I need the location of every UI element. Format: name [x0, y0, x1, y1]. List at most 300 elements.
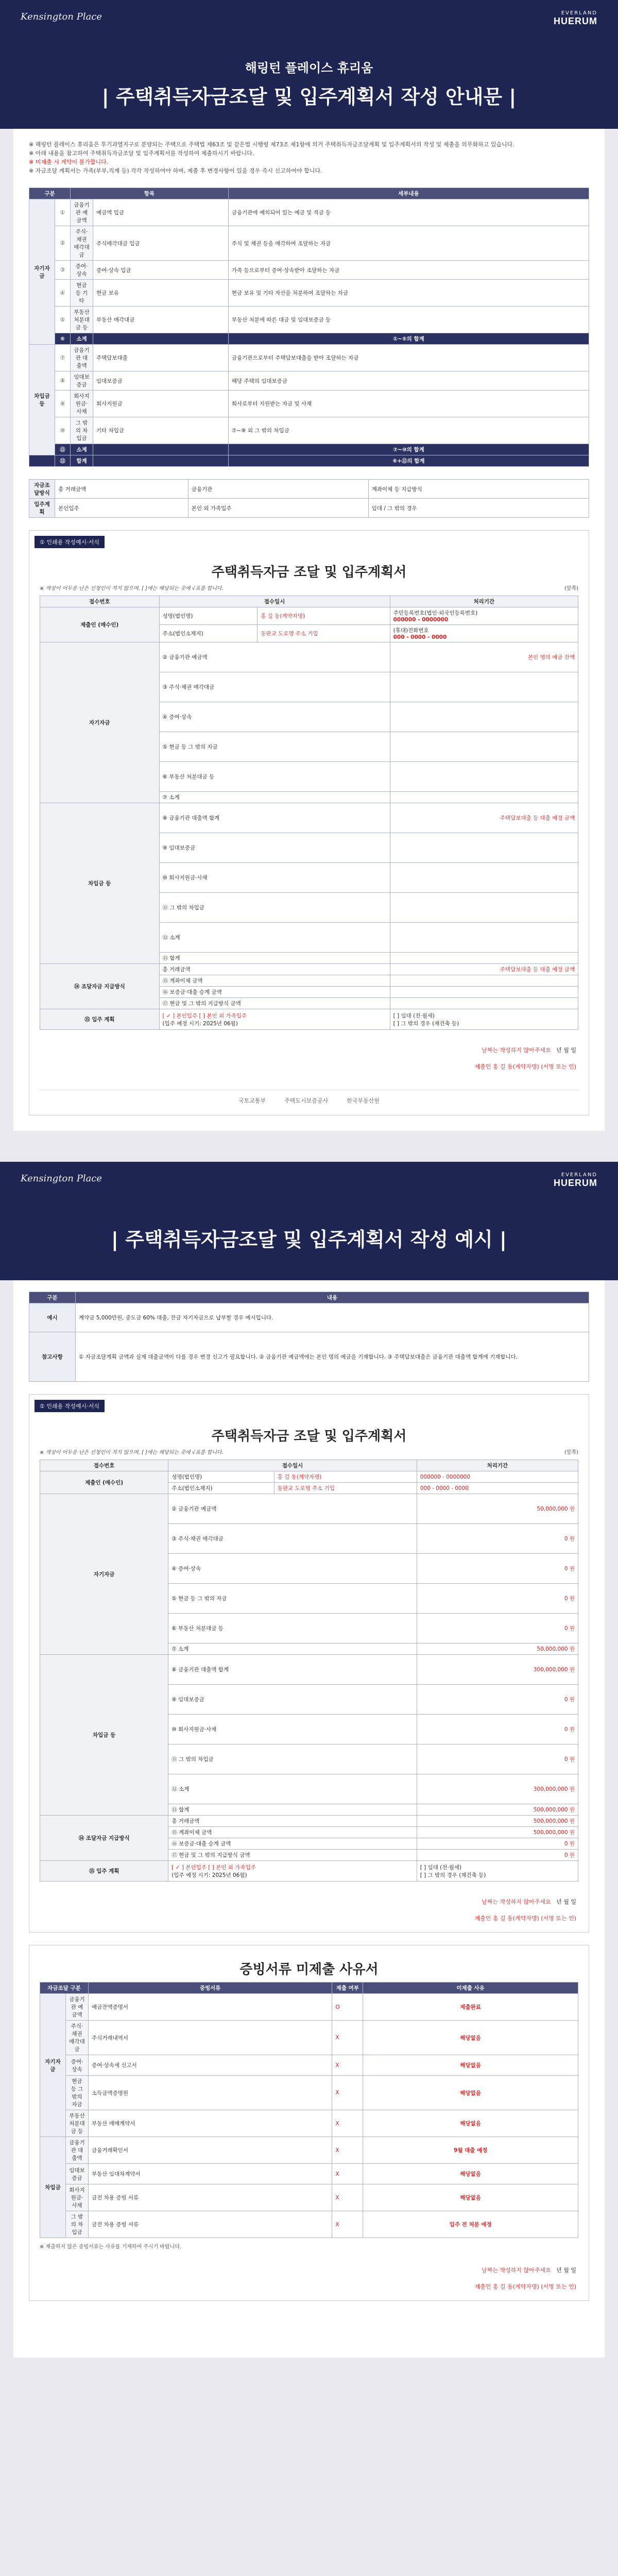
ev-doc: 예금잔액증명서 — [89, 1994, 332, 2021]
guide-cat: 차입금 등 — [29, 345, 55, 455]
fund-item-value[interactable]: 300,000,000 원 — [417, 1655, 578, 1685]
pay-succeed-label: ⑯ 보증금·대출 승계 금액 — [159, 987, 390, 998]
f2-name-value[interactable]: 홍 길 동(계약자명) — [274, 1471, 417, 1483]
ev-th-4: 미제출 사유 — [363, 1982, 578, 1994]
guide-method: 주식매각대금 입금 — [93, 226, 229, 261]
plan-cell: 본인입주 — [55, 499, 188, 518]
guide-method: 증여·상속 입금 — [93, 261, 229, 280]
ev-item: 금융기관 대출액 — [66, 2137, 89, 2164]
form-note-text: ※ 색상이 어두운 난은 신청인이 적지 않으며, [ ]에는 해당되는 곳에 √표를 합니다. — [40, 586, 224, 591]
ev-sign-area — [29, 2250, 589, 2300]
buyer-label: 제출인 (매수인) — [40, 607, 160, 642]
process-period: 처리기간 — [390, 596, 578, 607]
form-title: 주택취득자금 조달 및 입주계획서 — [211, 565, 407, 580]
ev-th-1: 자금조달 구분 — [40, 1982, 89, 1994]
ev-reason[interactable]: 해당없음 — [363, 2076, 578, 2110]
fund-item-label: ③ 주식·채권 매각대금 — [159, 672, 390, 702]
ev-sign-date[interactable]: 년 월 일 — [556, 2267, 576, 2274]
guide-method: 부동산 매각대금 — [93, 307, 229, 333]
move-label: ⑮ 입주 계획 — [40, 1009, 160, 1030]
fund-row — [40, 642, 578, 672]
receipt-date: 접수일시 — [159, 596, 390, 607]
f2-move-other[interactable] — [417, 1861, 578, 1882]
fund-row — [40, 1494, 578, 1524]
ev-doc: 금전 차용 증빙 서류 — [89, 2211, 332, 2238]
ev-reason[interactable]: 해당없음 — [363, 2164, 578, 2184]
ev-submitted[interactable]: X — [332, 2055, 363, 2076]
example-box — [29, 1292, 589, 1382]
notes — [29, 140, 589, 175]
phone-value[interactable]: 000 - 0000 - 0000 — [393, 634, 447, 640]
ev-item: 그 밖의 차입금 — [66, 2211, 89, 2238]
guide-detail: 가족 등으로부터 증여·상속받아 조달하는 자금 — [228, 261, 589, 280]
ev-doc: 증여·상속세 신고서 — [89, 2055, 332, 2076]
f2-sign-date[interactable]: 년 월 일 — [556, 1899, 576, 1905]
fund-item-label: ⑪ 그 밖의 차입금 — [168, 1744, 417, 1774]
footer-logo-3: 한국부동산원 — [347, 1097, 380, 1104]
note-2: ※ 아래 내용을 참고하여 주택취득자금조달 및 입주계획서를 작성하여 제출하시기 바랍니다. — [29, 150, 254, 157]
fund-item-label: ⑬ 합계 — [159, 953, 390, 964]
fund-item-label: ② 금융기관 예금액 — [168, 1494, 417, 1524]
ex-row1-label: 예시 — [29, 1303, 76, 1332]
guide-num: ⑨ — [55, 391, 71, 417]
guide-item: 부동산 처분대금 등 — [71, 307, 93, 333]
pay-transfer-label: ⑮ 계좌이체 금액 — [159, 975, 390, 987]
form2-title: 주택취득자금 조달 및 입주계획서 — [211, 1429, 407, 1444]
ev-item: 회사지원금·사채 — [66, 2184, 89, 2211]
guide-detail: ①~⑤의 합계 — [228, 333, 589, 345]
fund-item-value[interactable]: 주택담보대출 등 대출 예정 금액 — [390, 803, 578, 833]
evidence-row — [40, 2164, 578, 2184]
brand-small-2: EVERLAND — [561, 1172, 597, 1178]
ex-th-1: 구분 — [29, 1292, 76, 1303]
fund-item-value[interactable] — [390, 702, 578, 732]
ev-submitted[interactable]: X — [332, 2211, 363, 2238]
fund-item-label: ⑥ 부동산 처분대금 등 — [159, 762, 390, 792]
f2-move-label: ⑮ 입주 계획 — [40, 1861, 168, 1882]
fund-item-label: ⑨ 임대보증금 — [168, 1685, 417, 1715]
fund-item-value[interactable] — [390, 762, 578, 792]
fund-item-label: ⑦ 소계 — [168, 1643, 417, 1655]
fund-item-label: ⑫ 소계 — [168, 1774, 417, 1804]
fund-item-value[interactable] — [390, 863, 578, 893]
brand-big: HUERUM — [554, 16, 597, 26]
fund-item-value[interactable]: 50,000,000 원 — [417, 1494, 578, 1524]
brand-logo-right-2 — [554, 1172, 597, 1189]
evidence-row — [40, 2021, 578, 2055]
plan-table — [29, 479, 589, 518]
guide-row — [29, 261, 589, 280]
f2-name-label: 성명(법인명) — [168, 1471, 274, 1483]
ev-reason[interactable]: 9월 대출 예정 — [363, 2137, 578, 2164]
ev-sign-name[interactable]: 제출인 홍 길 동(계약자명) (서명 또는 인) — [474, 2283, 576, 2290]
pay-cash-label: ⑰ 현금 및 그 밖의 지급방식 금액 — [159, 998, 390, 1009]
ev-submitted[interactable]: X — [332, 2110, 363, 2137]
guide-total-cell: 합계 — [71, 455, 93, 467]
ex-row1-text: 계약금 5,000만원, 중도금 60% 대출, 잔금 자기자금으로 납부할 경우 예시입니다. — [76, 1303, 589, 1332]
fund-item-label: ④ 증여·상속 — [168, 1554, 417, 1584]
ex-th-2: 내용 — [76, 1292, 589, 1303]
guide-method: 기타 차입금 — [93, 417, 229, 444]
f2-cashpay-label: ⑰ 현금 및 그 밖의 지급방식 금액 — [168, 1850, 417, 1861]
guide-item: 금융기관 대출액 — [71, 345, 93, 371]
ev-item: 증여·상속 — [66, 2055, 89, 2076]
evidence-row — [40, 2110, 578, 2137]
guide-item: 소계 — [71, 444, 93, 455]
ev-doc: 부동산 매매계약서 — [89, 2110, 332, 2137]
f2-buyer-label: 제출인 (매수인) — [40, 1471, 168, 1494]
fund-item-value[interactable]: 0 원 — [417, 1744, 578, 1774]
note-1: ※ 해링턴 플레이스 휴리움은 투기과열지구로 분양되는 주택으로 주택법 제63조 및 같은법 시행령 제73조 제1항에 의거 주택취득자금조달계획 및 입주계획서의 작성 및 제출을 의무화하고 있습니다. — [29, 141, 514, 148]
fund-item-label: ⑦ 소계 — [159, 792, 390, 803]
brand-logo-left-2: Kensington Place — [21, 1173, 102, 1184]
ev-sign-hint: 날짜는 작성하지 않아주세요 — [482, 2267, 551, 2274]
ev-doc: 주식거래내역서 — [89, 2021, 332, 2055]
evidence-title: 증빙서류 미제출 사유서 — [239, 1962, 379, 1977]
fund-item-value[interactable]: 0 원 — [417, 1715, 578, 1744]
guide-num: ④ — [55, 280, 71, 307]
fund-item-value[interactable] — [390, 953, 578, 964]
move-options[interactable] — [159, 1009, 390, 1030]
guide-row — [29, 417, 589, 444]
ev-reason[interactable]: 해당없음 — [363, 2021, 578, 2055]
addr-value[interactable]: 동판교 도로명 주소 기입 — [258, 625, 390, 642]
guide-table — [29, 188, 589, 467]
form2-note — [29, 1448, 589, 1455]
evidence-note: ※ 제출하지 않은 증빙서류는 사유를 기재하여 주시기 바랍니다. — [40, 2244, 182, 2250]
fund-item-label: ⑩ 회사지원금·사채 — [168, 1715, 417, 1744]
f2-move-opt-2: (입주 예정 시기: 2025년 06월) — [171, 1872, 247, 1878]
ev-submitted[interactable]: X — [332, 2021, 363, 2055]
th-category: 구분 — [29, 188, 71, 199]
fund-item-value[interactable] — [390, 923, 578, 953]
plan-cell: 본인 외 가족입주 — [188, 499, 368, 518]
fund-item-label: ⑤ 현금 등 그 밖의 자금 — [168, 1584, 417, 1614]
guide-total-row — [29, 455, 589, 467]
ev-doc: 소득금액증명원 — [89, 2076, 332, 2110]
guide-num: ⑩ — [55, 417, 71, 444]
ev-submitted[interactable]: O — [332, 1994, 363, 2021]
f2-transfer[interactable]: 500,000,000 원 — [417, 1827, 578, 1838]
guide-num: ⑦ — [55, 345, 71, 371]
evidence-row — [40, 2076, 578, 2110]
plan-cell: 금융기관 — [188, 480, 368, 499]
guide-detail: 주식 및 채권 등을 매각하여 조달하는 자금 — [228, 226, 589, 261]
move-opt-2: (입주 예정 시기: 2025년 06월) — [162, 1020, 238, 1027]
guide-detail: ⑦~⑨ 외 그 밖의 차입금 — [228, 417, 589, 444]
guide-total-cell: ⑥+⑪의 합계 — [228, 455, 589, 467]
guide-detail: 현금 보유 및 기타 자산을 처분하여 조달하는 자금 — [228, 280, 589, 307]
guide-item: 금융기관 예금액 — [71, 199, 93, 226]
name-label: 성명(법인명) — [159, 607, 258, 625]
guide-total-cell — [93, 455, 229, 467]
fund-item-value[interactable] — [390, 672, 578, 702]
fund-item-label: ⑫ 소계 — [159, 923, 390, 953]
brand-logo-right — [554, 10, 597, 27]
guide-num: ② — [55, 226, 71, 261]
name-value[interactable]: 홍 길 동(계약자명) — [258, 607, 390, 625]
section2-title: | 주택취득자금조달 및 입주계획서 작성 예시 | — [111, 1228, 507, 1251]
note-3: ※ 미제출 시 계약이 불가합니다. — [29, 159, 109, 165]
th-detail: 세부내용 — [228, 188, 589, 199]
guide-total-cell: ⑫ — [55, 455, 71, 467]
fund-item-label: ⑪ 그 밖의 차입금 — [159, 893, 390, 923]
guide-item: 증여·상속 — [71, 261, 93, 280]
addr-label: 주소(법인소재지) — [159, 625, 258, 642]
guide-row — [29, 199, 589, 226]
fund-item-value[interactable] — [390, 792, 578, 803]
guide-detail: 부동산 처분에 따른 대금 및 임대보증금 등 — [228, 307, 589, 333]
f2-cashpay[interactable]: 0 원 — [417, 1850, 578, 1861]
example-sheet — [13, 1280, 605, 2358]
f2-transfer-label: ⑮ 계좌이체 금액 — [168, 1827, 417, 1838]
ev-doc: 부동산 임대차계약서 — [89, 2164, 332, 2184]
f2-move-options[interactable] — [168, 1861, 417, 1882]
ex-row2-label: 참고사항 — [29, 1332, 76, 1382]
f2-phone-value[interactable]: 000 - 0000 - 0000 — [417, 1483, 578, 1494]
evidence-form — [29, 1945, 589, 2301]
guide-item: 소계 — [71, 333, 93, 345]
f2-pay-label: ⑭ 조달자금 지급방식 — [40, 1816, 168, 1861]
form2-tag: ① 인쇄용 작성예시·서식 — [35, 1400, 105, 1412]
form-table-2 — [40, 1460, 578, 1882]
sign-hint: 날짜는 작성하지 않아주세요 — [482, 1047, 551, 1054]
form-tag: ① 인쇄용 작성예시·서식 — [35, 536, 105, 548]
pay-cash-value[interactable] — [390, 998, 578, 1009]
fund-item-value[interactable]: 500,000,000 원 — [417, 1804, 578, 1816]
ev-doc: 금전 차용 증빙 서류 — [89, 2184, 332, 2211]
plan-cell: 총 거래금액 — [55, 480, 188, 499]
fund-item-value[interactable]: 0 원 — [417, 1614, 578, 1643]
f2-sign-area — [29, 1882, 589, 1932]
pay-total-label: 총 거래금액 — [159, 964, 390, 975]
ev-item: 임대보증금 — [66, 2164, 89, 2184]
fund-item-value[interactable] — [390, 893, 578, 923]
fund-item-value[interactable]: 0 원 — [417, 1554, 578, 1584]
guide-num: ① — [55, 199, 71, 226]
ev-reason[interactable]: 입주 전 처분 예정 — [363, 2211, 578, 2238]
ev-th-2: 증빙서류 — [89, 1982, 332, 1994]
guide-item: 그 밖의 차입금 — [71, 417, 93, 444]
ev-item: 현금 등 그 밖의 자금 — [66, 2076, 89, 2110]
th-item: 항목 — [71, 188, 229, 199]
guide-detail: 금융기관에 예치되어 있는 예금 및 적금 등 — [228, 199, 589, 226]
guide-item: 임대보증금 — [71, 371, 93, 391]
note-4: ※ 자금조달 계획서는 가족(부부,직계 등) 각각 작성하여야 하며, 제출 후 변경사항이 있을 경우 즉시 신고하여야 합니다. — [29, 167, 322, 174]
guide-sheet — [13, 129, 605, 1131]
ev-th-3: 제출 여부 — [332, 1982, 363, 1994]
fund-item-label: ⑩ 회사지원금·사채 — [159, 863, 390, 893]
form-2 — [29, 1394, 589, 1933]
f2-pay-total-label: 총 거래금액 — [168, 1816, 417, 1827]
guide-method — [93, 333, 229, 345]
f2-move-opt-3[interactable]: [ ] 임대 (전·월세) — [420, 1864, 462, 1871]
guide-detail: 해당 주택의 임대보증금 — [228, 371, 589, 391]
footer-logo-1: 국토교통부 — [238, 1097, 266, 1104]
evidence-row — [40, 2211, 578, 2238]
fund-row — [40, 803, 578, 833]
guide-detail: 금융기관으로부터 주택담보대출을 받아 조달하는 자금 — [228, 345, 589, 371]
guide-num: ⑧ — [55, 371, 71, 391]
f2-addr-value[interactable]: 동판교 도로명 주소 기입 — [274, 1483, 417, 1494]
fund-item-value[interactable]: 0 원 — [417, 1584, 578, 1614]
move-other[interactable] — [390, 1009, 578, 1030]
form2-page: (앞쪽) — [564, 1450, 578, 1455]
fund-item-value[interactable]: 0 원 — [417, 1685, 578, 1715]
ev-submitted[interactable]: X — [332, 2184, 363, 2211]
evidence-row — [40, 1994, 578, 2021]
pay-label: ⑭ 조달자금 지급방식 — [40, 964, 160, 1009]
brand-big-2: HUERUM — [554, 1178, 597, 1188]
guide-item: 회사지원금·사채 — [71, 391, 93, 417]
phone-label: (휴대)전화번호 — [393, 628, 429, 634]
fund-item-label: ④ 증여·상속 — [159, 702, 390, 732]
brand-logo-left: Kensington Place — [21, 11, 102, 22]
guide-cat: 자기자금 — [29, 199, 55, 345]
sign-date[interactable]: 년 월 일 — [556, 1047, 576, 1054]
guide-num: ③ — [55, 261, 71, 280]
guide-method — [93, 444, 229, 455]
id-label: 주민등록번호(법인·외국인등록번호) — [393, 610, 478, 616]
f2-succeed-label: ⑯ 보증금·대출 승계 금액 — [168, 1838, 417, 1850]
guide-num: ⑥ — [55, 333, 71, 345]
f2-succeed[interactable]: 0 원 — [417, 1838, 578, 1850]
guide-row — [29, 371, 589, 391]
ev-submitted[interactable]: X — [332, 2076, 363, 2110]
hero-banner — [0, 0, 618, 129]
fund-item-value[interactable]: 50,000,000 원 — [417, 1643, 578, 1655]
guide-method: 회사지원금 — [93, 391, 229, 417]
fund-item-value[interactable] — [390, 833, 578, 863]
ev-reason[interactable]: 해당없음 — [363, 2184, 578, 2211]
plan-cell: 입주계획 — [29, 499, 55, 518]
fund-item-value[interactable] — [390, 732, 578, 762]
footer-logo-2: 주택도시보증공사 — [284, 1097, 329, 1104]
guide-method: 임대보증금 — [93, 371, 229, 391]
guide-num: ⑤ — [55, 307, 71, 333]
hero-banner-2 — [0, 1162, 618, 1280]
phone-cell — [390, 625, 578, 642]
f2-sign-hint: 날짜는 작성하지 않아주세요 — [482, 1899, 551, 1905]
guide-row — [29, 345, 589, 371]
plan-row — [29, 480, 589, 499]
guide-row — [29, 333, 589, 345]
ev-group: 차입금 — [40, 2137, 66, 2238]
evidence-row — [40, 2137, 578, 2164]
pay-transfer-value[interactable] — [390, 975, 578, 987]
guide-row — [29, 444, 589, 455]
id-cell — [390, 607, 578, 625]
move-opt-3[interactable]: [ ] 임대 (전·월세) — [393, 1012, 435, 1019]
guide-row — [29, 226, 589, 261]
move-opt-4[interactable]: [ ] 그 밖의 경우 (재건축 등) — [393, 1020, 459, 1027]
guide-total-blank — [29, 455, 55, 467]
form2-note-text: ※ 색상이 어두운 난은 신청인이 적지 않으며, [ ]에는 해당되는 곳에 √표를 합니다. — [40, 1450, 224, 1455]
fund-item-label: ⑨ 임대보증금 — [159, 833, 390, 863]
guide-row — [29, 280, 589, 307]
guide-row — [29, 391, 589, 417]
sign-name[interactable]: 제출인 홍 길 동(계약자명) (서명 또는 인) — [474, 1063, 576, 1070]
f2-receipt-no: 접수번호 — [40, 1460, 168, 1471]
ev-reason[interactable]: 해당없음 — [363, 2110, 578, 2137]
guide-method: 현금 보유 — [93, 280, 229, 307]
ev-item: 주식·채권 매각대금 — [66, 2021, 89, 2055]
form-table-1 — [40, 596, 578, 1030]
plan-cell: 임대 / 그 밖의 경우 — [368, 499, 589, 518]
plan-row — [29, 499, 589, 518]
fund-item-label: ③ 주식·채권 매각대금 — [168, 1524, 417, 1554]
fund-item-value[interactable]: 0 원 — [417, 1524, 578, 1554]
ev-item: 부동산 처분대금 등 — [66, 2110, 89, 2137]
fund-group-label: 자기자금 — [40, 642, 160, 803]
fund-item-label: ② 금융기관 예금액 — [159, 642, 390, 672]
f2-receipt-date: 접수일시 — [168, 1460, 417, 1471]
fund-group-label: 차입금 등 — [40, 803, 160, 964]
form-note — [29, 584, 589, 591]
fund-item-label: ⑥ 부동산 처분대금 등 — [168, 1614, 417, 1643]
f2-id-value[interactable]: 000000 - 0000000 — [417, 1471, 578, 1483]
fund-item-label: ⑤ 현금 등 그 밖의 자금 — [159, 732, 390, 762]
guide-row — [29, 307, 589, 333]
fund-item-value[interactable]: 본인 명의 예금 잔액 — [390, 642, 578, 672]
id-value[interactable]: 000000 - 0000000 — [393, 617, 449, 623]
ev-doc: 금융거래확인서 — [89, 2137, 332, 2164]
fund-item-label: ⑧ 금융기관 대출액 합계 — [159, 803, 390, 833]
ev-group: 자기자금 — [40, 1994, 66, 2137]
f2-sign-name[interactable]: 제출인 홍 길 동(계약자명) (서명 또는 인) — [474, 1915, 576, 1922]
evidence-row — [40, 2055, 578, 2076]
evidence-row — [40, 2184, 578, 2211]
section-subtitle: 해링턴 플레이스 휴리움 — [245, 61, 373, 75]
ev-item: 금융기관 예금액 — [66, 1994, 89, 2021]
f2-move-opt-4[interactable]: [ ] 그 밖의 경우 (재건축 등) — [420, 1872, 486, 1878]
ex-row2-text: ① 자금조달계획 금액과 실제 대출금액이 다를 경우 변경 신고가 필요합니다. ② 금융기관 예금액에는 본인 명의 예금을 기재합니다. ③ 주택담보대출은 금융기관 대출액 합계에 기재합니다. — [76, 1332, 589, 1382]
f2-pay-total[interactable]: 500,000,000 원 — [417, 1816, 578, 1827]
f2-process-period: 처리기간 — [417, 1460, 578, 1471]
pay-succeed-value[interactable] — [390, 987, 578, 998]
move-opt-1[interactable]: [ ✓ ] 본인입주 [ ] 본인 외 가족입주 — [162, 1012, 247, 1019]
fund-item-label: ⑧ 금융기관 대출액 합계 — [168, 1655, 417, 1685]
fund-row — [40, 1655, 578, 1685]
guide-num: ⑪ — [55, 444, 71, 455]
ev-reason[interactable]: 제출완료 — [363, 1994, 578, 2021]
evidence-table — [40, 1982, 578, 2238]
guide-method: 예금액 입금 — [93, 199, 229, 226]
footer-logos — [40, 1090, 578, 1115]
plan-cell: 자금조달방식 — [29, 480, 55, 499]
plan-cell: 계좌이체 등 지급방식 — [368, 480, 589, 499]
f2-move-opt-1[interactable]: [ ✓ ] 본인입주 [ ] 본인 외 가족입주 — [171, 1864, 256, 1871]
pay-total-memo: 주택담보대출 등 대출 예정 금액 — [390, 964, 578, 975]
sign-area — [29, 1030, 589, 1080]
fund-group-label: 차입금 등 — [40, 1655, 168, 1816]
guide-item: 주식·채권 매각대금 — [71, 226, 93, 261]
ev-submitted[interactable]: X — [332, 2137, 363, 2164]
guide-item: 현금 등 기타 — [71, 280, 93, 307]
fund-item-value[interactable]: 300,000,000 원 — [417, 1774, 578, 1804]
guide-detail: 회사로부터 지원받는 자금 및 사채 — [228, 391, 589, 417]
receipt-no: 접수번호 — [40, 596, 160, 607]
guide-method: 주택담보대출 — [93, 345, 229, 371]
form-1 — [29, 530, 589, 1115]
form-page: (앞쪽) — [564, 586, 578, 591]
guide-detail: ⑦~⑩의 합계 — [228, 444, 589, 455]
ev-reason[interactable]: 해당없음 — [363, 2055, 578, 2076]
fund-item-label: ⑬ 합계 — [168, 1804, 417, 1816]
fund-group-label: 자기자금 — [40, 1494, 168, 1655]
ev-submitted[interactable]: X — [332, 2164, 363, 2184]
section-title: | 주택취득자금조달 및 입주계획서 작성 안내문 | — [101, 86, 517, 108]
